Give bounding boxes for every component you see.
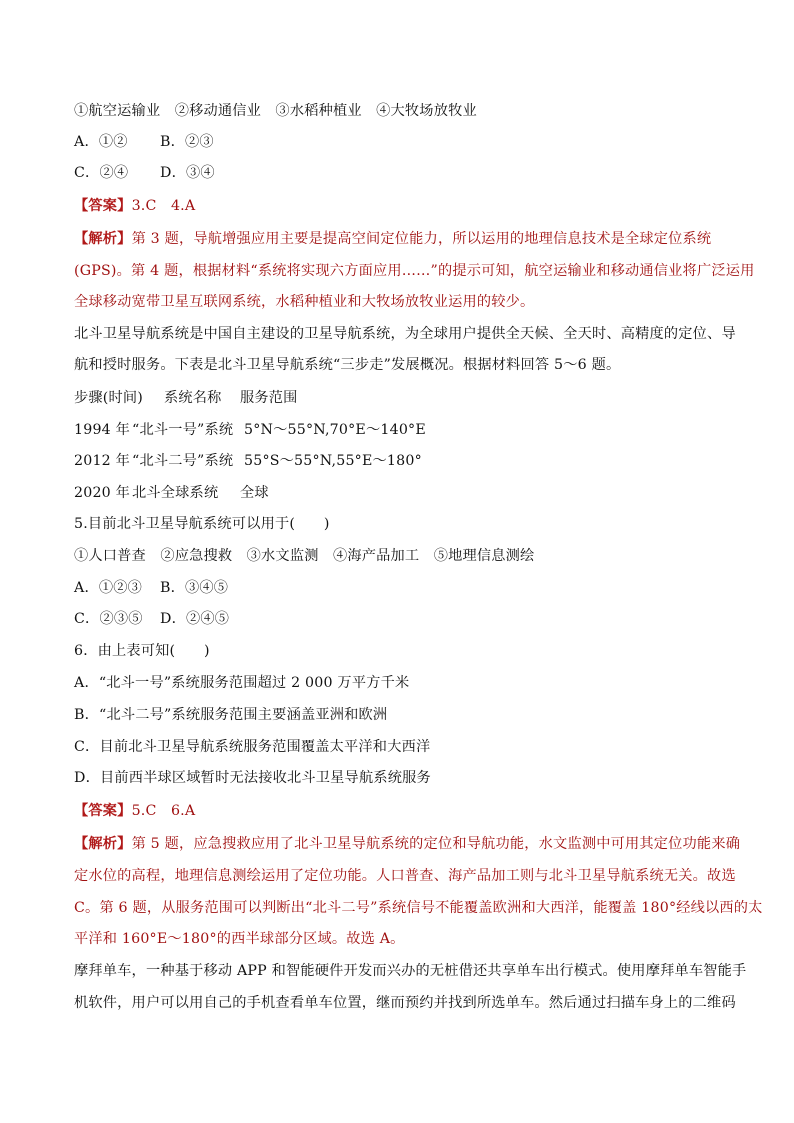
q6-stem: 6．由上表可知( ): [74, 643, 210, 659]
material-line-1: 北斗卫星导航系统是中国自主建设的卫星导航系统，为全球用户提供全天候、全天时、高精度的定位、导: [74, 326, 736, 342]
material-line-2: 航和授时服务。下表是北斗卫星导航系统“三步走”发展概况。根据材料回答 5～6 题。: [74, 357, 621, 373]
q5-6-analysis-line-4: 平洋和 160°E～180°的西半球部分区域。故选 A。: [74, 931, 405, 947]
q6-option-b: B．“北斗二号”系统服务范围主要涵盖亚洲和欧洲: [74, 707, 388, 723]
q6-option-d: D．目前西半球区域暂时无法接收北斗卫星导航系统服务: [74, 770, 431, 786]
q3-4-options-ab: [74, 132, 214, 152]
analysis-tag: 【解析】: [74, 836, 132, 852]
q3-4-options-line: ①航空运输业 ②移动通信业 ③水稻种植业 ④大牧场放牧业: [74, 103, 477, 119]
q3-4-analysis-line-3: 全球移动宽带卫星互联网系统，水稻种植业和大牧场放牧业运用的较少。: [74, 294, 535, 310]
q3-4-options-cd: [74, 163, 215, 183]
q3-4-answer: [74, 196, 195, 216]
answer-tag: 【答案】: [74, 803, 132, 819]
table-row: 2020 年 北斗全球系统 全球: [74, 485, 269, 501]
option-c: C．②④: [74, 165, 129, 181]
q5-options-line: ①人口普查 ②应急搜救 ③水文监测 ④海产品加工 ⑤地理信息测绘: [74, 548, 535, 564]
q5-options-ab: [74, 578, 228, 598]
table-header-range: 服务范围: [240, 390, 298, 406]
table-header-row: [74, 388, 298, 408]
q5-6-analysis-line-2: 定水位的高程，地理信息测绘运用了定位功能。人口普查、海产品加工则与北斗卫星导航系统无关。故选: [74, 868, 736, 884]
q5-stem: 5.目前北斗卫星导航系统可以用于( ): [74, 516, 330, 532]
option-a: A．①②: [74, 134, 128, 150]
q3-4-analysis-line-2: (GPS)。第 4 题，根据材料“系统将实现六方面应用……”的提示可知，航空运输业和移动通信业将广泛运用: [74, 263, 755, 279]
q5-options-cd: [74, 609, 229, 629]
option-c: C．②③⑤: [74, 611, 143, 627]
option-a: A．①②③: [74, 580, 142, 596]
q5-6-analysis-line-1: 【解析】第 5 题，应急搜救应用了北斗卫星导航系统的定位和导航功能，水文监测中可用其定位功能来确: [74, 836, 741, 852]
mobike-line-2: 机软件，用户可以用自己的手机查看单车位置，继而预约并找到所选单车。然后通过扫描车身上的二维码: [74, 995, 736, 1011]
mobike-line-1: 摩拜单车，一种基于移动 APP 和智能硬件开发而兴办的无桩借还共享单车出行模式。使用摩拜单车智能手: [74, 963, 747, 979]
answer-tag: 【答案】: [74, 198, 132, 214]
q6-option-a: A．“北斗一号”系统服务范围超过 2 000 万平方千米: [74, 675, 410, 691]
option-b: B．②③: [160, 134, 214, 150]
option-b: B．③④⑤: [160, 580, 229, 596]
q3-4-analysis-line-1: 【解析】第 3 题，导航增强应用主要是提高空间定位能力，所以运用的地理信息技术是全球定位系统: [74, 231, 712, 247]
option-d: D．③④: [160, 165, 215, 181]
q5-6-analysis-line-3: C。第 6 题，从服务范围可以判断出“北斗二号”系统信号不能覆盖欧洲和大西洋，能覆盖 180°经线以西的太: [74, 900, 763, 916]
table-row: 1994 年 “北斗一号”系统 5°N～55°N,70°E～140°E: [74, 422, 426, 438]
option-d: D．②④⑤: [160, 611, 230, 627]
answer-value: 3.C 4.A: [131, 198, 196, 214]
table-header-name: 系统名称: [164, 390, 222, 406]
analysis-tag: 【解析】: [74, 231, 132, 247]
q5-6-answer: [74, 801, 195, 821]
q6-option-c: C．目前北斗卫星导航系统服务范围覆盖太平洋和大西洋: [74, 739, 431, 755]
answer-value: 5.C 6.A: [131, 803, 196, 819]
table-row: 2012 年 “北斗二号”系统 55°S～55°N,55°E～180°: [74, 453, 422, 469]
table-header-step: 步骤(时间): [74, 390, 144, 406]
